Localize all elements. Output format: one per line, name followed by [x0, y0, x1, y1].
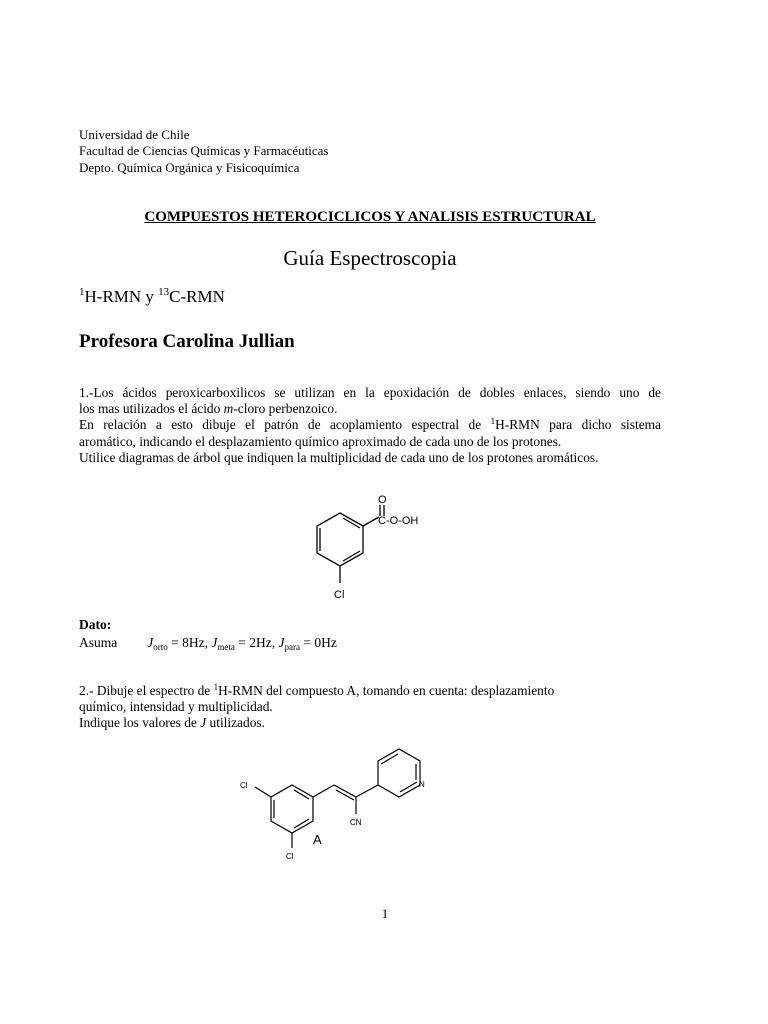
professor-name: Profesora Carolina Jullian: [79, 331, 295, 352]
assume-label: Asuma: [79, 635, 118, 650]
compound-label: A: [313, 832, 322, 847]
chloro-top: Cl: [240, 781, 248, 790]
chloro-bottom: Cl: [286, 852, 294, 861]
q2-line-3: Indique los valores de J utilizados.: [79, 715, 265, 731]
course-title: COMPUESTOS HETEROCICLICOS Y ANALISIS ESTRUCTURAL: [144, 209, 596, 225]
q1-line-1: 1.-Los ácidos peroxicarboxilicos se utilizan en la epoxidación de dobles enlaces, siendo uno de: [79, 385, 661, 400]
chloro-substituent: Cl: [334, 589, 345, 601]
peracid-group: C-O-OH: [378, 515, 419, 527]
coupling-constants: Asuma $J_{orto} = 8Hz$, $J_{meta} = 2Hz$, $J_{para} = 0Hz$: [79, 635, 337, 652]
nitrile-group: CN: [350, 818, 362, 827]
question-1: [79, 385, 661, 466]
q1-line-4: aromático, indicando el desplazamiento químico aproximado de cada uno de los protones.: [79, 433, 562, 449]
h-isotope: 1: [79, 286, 85, 298]
q1-line-5: Utilice diagramas de árbol que indiquen la multiplicidad de cada uno de los protones aromáticos.: [79, 449, 599, 465]
meta-prefix: m: [223, 401, 234, 417]
nmr-title: [79, 286, 225, 307]
h-nmr-text: H-RMN y: [84, 287, 159, 306]
q1-line-2: los mas utilizados el ácido m-cloro perbenzoico.: [79, 401, 338, 417]
compound-a-structure: [230, 740, 450, 865]
pyridine-nitrogen: N: [419, 780, 425, 789]
q1-line-3: En relación a esto dibuje el patrón de acoplamiento espectral de $^1$H-RMN para dicho sistema: [79, 416, 662, 433]
c-nmr-text: C-RMN: [169, 287, 225, 306]
faculty-name: Facultad de Ciencias Químicas y Farmacéuticas: [79, 143, 329, 158]
mcpba-structure: [300, 490, 450, 610]
q2-line-1: 2.- Dibuje el espectro de $^1$H-RMN del compuesto A, tomando en cuenta: desplazamiento: [79, 682, 555, 698]
question-2: [79, 683, 661, 732]
carbonyl-oxygen: O: [378, 494, 387, 506]
q2-line-2: químico, intensidad y multiplicidad.: [79, 699, 273, 715]
dato-label: Dato:: [79, 617, 112, 632]
guide-title: Guía Espectroscopia: [283, 246, 457, 270]
department-name: Depto. Química Orgánica y Fisicoquímica: [79, 160, 300, 175]
c-isotope: 13: [158, 286, 170, 298]
page-number: 1: [381, 906, 389, 921]
university-name: Universidad de Chile: [79, 127, 190, 142]
